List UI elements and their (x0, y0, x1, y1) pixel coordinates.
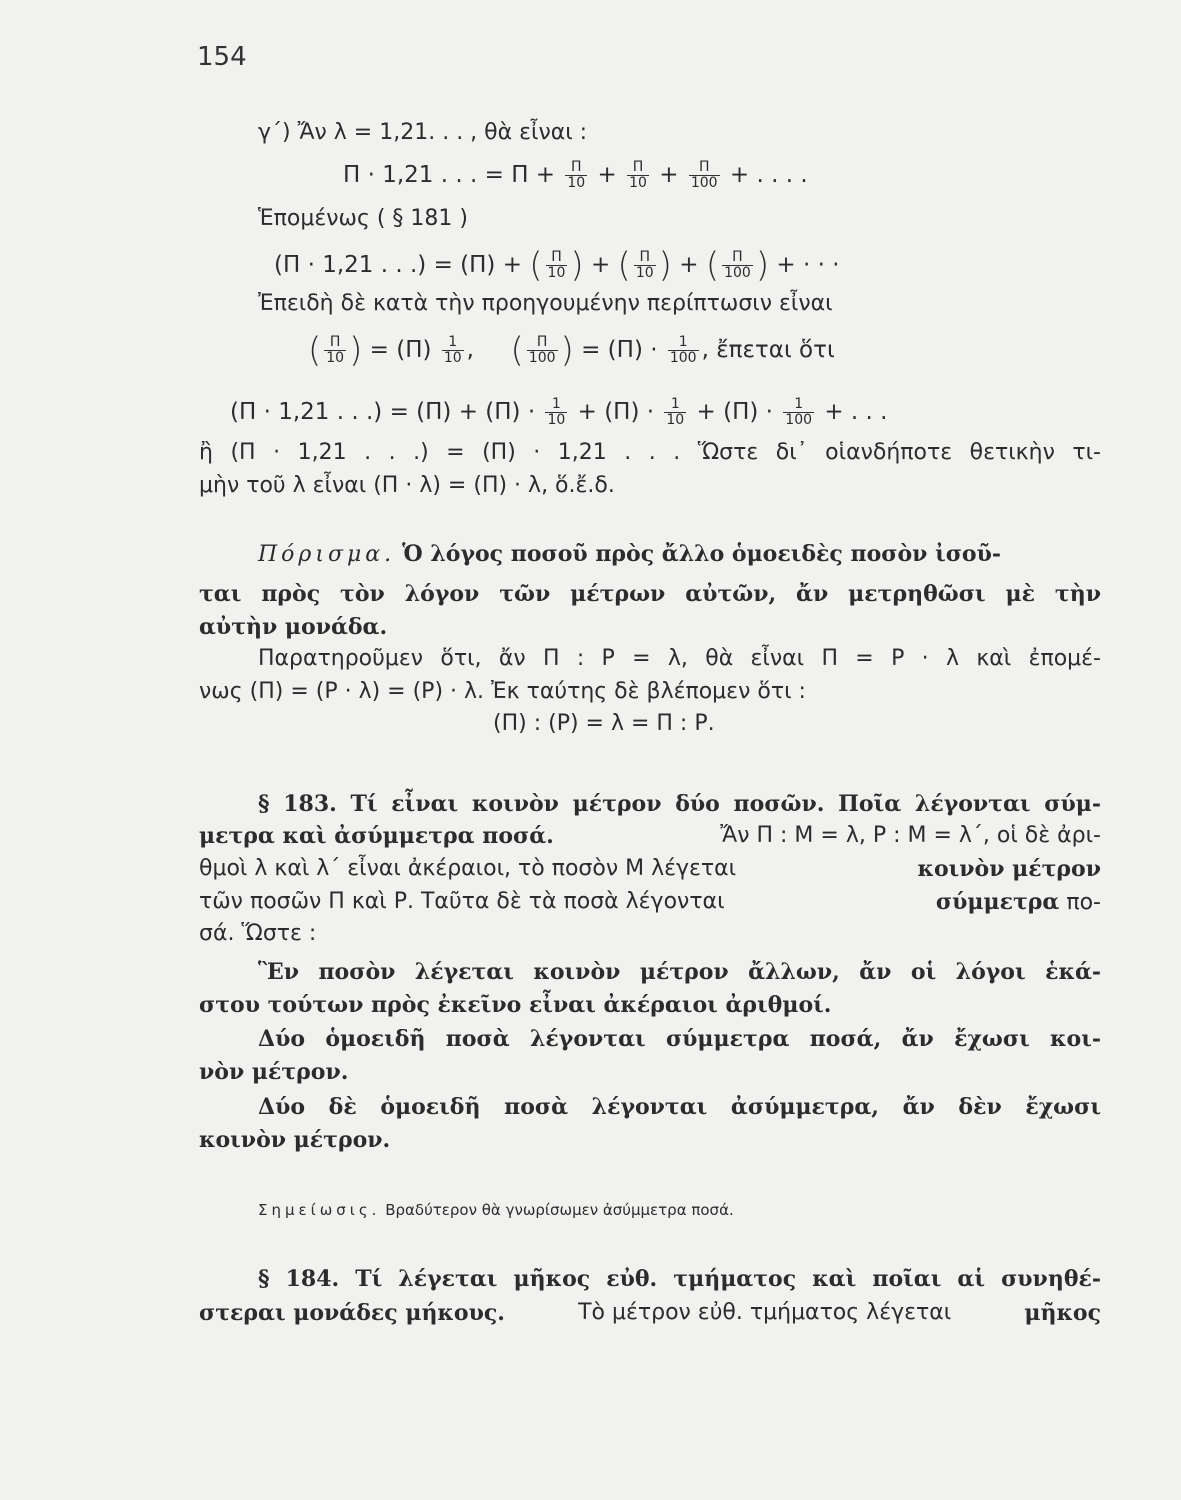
section-183-heading: § 183. Τί εἶναι κοινὸν μέτρον δύο ποσῶν. Ποῖα λέγονται σύμ- (258, 791, 1101, 817)
since-line: Ἐπειδὴ δὲ κατὰ τὴν προηγουμένην περίπτωσιν εἶναι (258, 291, 833, 316)
equation-1: Π · 1,21 . . . = Π + $\frac{\Pi}{10}$ + $\frac{\Pi}{10}$ + $\frac{\Pi}{100}$ + . . . . (343, 159, 808, 191)
observe-line-2: νως (Π) = (Ρ · λ) = (Ρ) · λ. Ἐκ ταύτης δὲ βλέπομεν ὅτι : (199, 679, 806, 704)
definition-incommensurable-1: Δύο δὲ ὁμοειδῆ ποσὰ λέγονται ἀσύμμετρα, ἄν δὲν ἔχωσι (258, 1094, 1101, 1120)
section-184-line-2: στεραι μονάδες μήκους. Τὸ μέτρον εὐθ. τμήματος λέγεται μῆκος (199, 1300, 1101, 1326)
definition-commensurable-1: Δύο ὁμοειδῆ ποσὰ λέγονται σύμμετρα ποσά, ἄν ἔχωσι κοι- (258, 1026, 1101, 1052)
note: Σημείωσις. Βραδύτερον θὰ γνωρίσωμεν ἀσύμμετρα ποσά. (258, 1201, 734, 1219)
corollary-line-1: Πόρισμα. Ὁ λόγος ποσοῦ πρὸς ἄλλο ὁμοειδὲς ποσὸν ἰσοῦ- (258, 541, 1002, 567)
section-183-line-5: σά. Ὥστε : (199, 921, 317, 946)
page-number: 154 (197, 42, 247, 72)
equation-identities: ( $\frac{\Pi}{10}$ ) = (Π) $\frac{1}{10}$ , ( $\frac{\Pi}{100}$ ) = (Π) · $\frac{1}{100}$ , ἔπεται ὅτι (308, 330, 835, 371)
definition-commensurable-2: νὸν μέτρον. (199, 1059, 349, 1085)
definition-incommensurable-2: κοινὸν μέτρον. (199, 1127, 391, 1153)
ratio-equation: (Π) : (Ρ) = λ = Π : Ρ. (493, 711, 715, 736)
corollary-line-3: αὐτὴν μονάδα. (199, 614, 388, 640)
section-183-line-3: θμοὶ λ καὶ λ΄ εἶναι ἀκέραιοι, τὸ ποσὸν Μ λέγεται κοινὸν μέτρον (199, 856, 1101, 882)
definition-common-measure-1: Ἓν ποσὸν λέγεται κοινὸν μέτρον ἄλλων, ἄν οἱ λόγοι ἑκά- (258, 959, 1101, 985)
definition-common-measure-2: στου τούτων πρὸς ἐκεῖνο εἶναι ἀκέραιοι ἀριθμοί. (199, 992, 832, 1018)
hence-line: Ἑπομένως ( § 181 ) (258, 206, 468, 231)
equation-3: (Π · 1,21 . . .) = (Π) + (Π) · $\frac{1}{10}$ + (Π) · $\frac{1}{10}$ + (Π) · $\frac{1}{100}$ + . . . (230, 396, 888, 428)
section-183-line-4: τῶν ποσῶν Π καὶ Ρ. Ταῦτα δὲ τὰ ποσὰ λέγονται σύμμετρα πο- (199, 889, 1101, 915)
corollary-label: Πόρισμα. (258, 542, 396, 567)
corollary-line-2: ται πρὸς τὸν λόγον τῶν μέτρων αὐτῶν, ἄν μετρηθῶσι μὲ τὴν (199, 581, 1101, 607)
value-line: μὴν τοῦ λ εἶναι (Π · λ) = (Π) · λ, ὅ.ἔ.δ. (199, 473, 615, 498)
section-184-heading: § 184. Τί λέγεται μῆκος εὐθ. τμήματος καὶ ποῖαι αἱ συνηθέ- (258, 1266, 1101, 1292)
equation-2: (Π · 1,21 . . .) = (Π) + ( $\frac{\Pi}{10}$ ) + ( $\frac{\Pi}{10}$ ) + ( $\frac{\Pi}{100}$ ) + · · · (274, 245, 840, 286)
case-c-lead: γ΄) Ἄν λ = 1,21. . . , θὰ εἶναι : (258, 120, 588, 145)
or-line: ἢ (Π · 1,21 . . .) = (Π) · 1,21 . . . Ὥστε δι᾽ οἱανδήποτε θετικὴν τι- (199, 440, 1101, 465)
note-label: Σημείωσις. (258, 1201, 381, 1219)
section-183-line-2: μετρα καὶ ἀσύμμετρα ποσά. Ἄν Π : Μ = λ, Ρ : Μ = λ΄, οἱ δὲ ἀρι- (199, 823, 1101, 849)
observe-line-1: Παρατηροῦμεν ὅτι, ἄν Π : Ρ = λ, θὰ εἶναι Π = Ρ · λ καὶ ἐπομέ- (258, 646, 1101, 671)
